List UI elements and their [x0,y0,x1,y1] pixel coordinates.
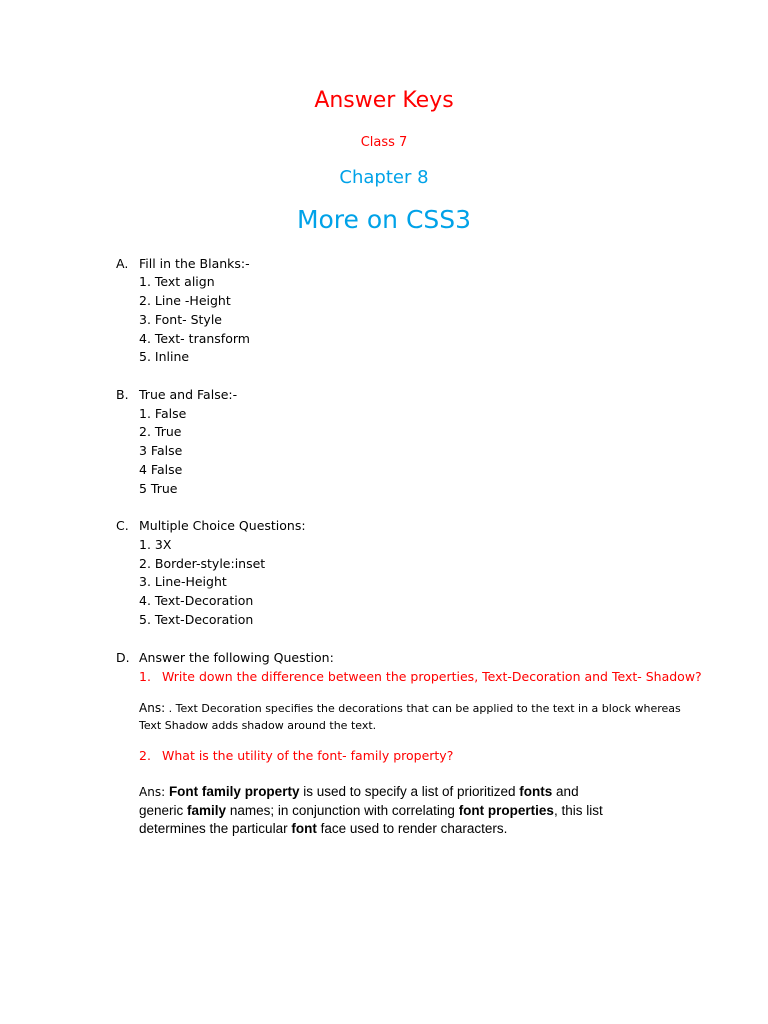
list-item: 3. Line-Height [139,574,227,589]
list-item: 5. Text-Decoration [139,612,254,627]
question-1-text: Write down the difference between the properties, Text-Decoration and Text- Shadow? [162,669,702,684]
chapter-title: Chapter 8 [339,167,429,188]
section-a-letter: A. [116,256,129,271]
list-item: 5. Inline [139,349,190,364]
answer-2-text-1: is used to specify a list of prioritized [299,784,520,799]
list-item: 4. Text-Decoration [139,593,254,608]
question-2-text: What is the utility of the font- family property? [162,748,454,763]
list-item: 2. Line -Height [139,293,231,308]
section-a-heading: Fill in the Blanks:- [139,256,250,271]
question-2 [139,748,453,763]
answer-2-text-7: face used to render characters. [316,821,508,836]
section-d-letter: D. [116,650,130,665]
question-1-number: 1. [139,669,151,684]
answer-1 [139,700,681,734]
list-item: 5 True [139,481,178,496]
answer-2-bold-2: fonts [519,784,553,799]
answer-1-label: Ans: [139,701,166,715]
answer-2-text-6: determines the particular [139,821,292,836]
list-item: 1. Text align [139,274,215,289]
list-item: 3. Font- Style [139,312,222,327]
page-title: Answer Keys [314,88,454,113]
section-d-heading: Answer the following Question: [139,650,334,665]
class-label: Class 7 [360,135,408,150]
answer-2 [139,783,603,839]
answer-2-bold-5: font [291,821,317,836]
answer-2-label: Ans: [139,785,169,799]
answer-1-line-2: Text Shadow adds shadow around the text. [139,719,377,732]
question-1 [139,669,702,684]
answer-2-text-3: generic [139,802,188,818]
list-item: 2. True [139,424,182,439]
list-item: 4 False [139,462,183,477]
answer-2-bold-1: Font family property [168,784,300,799]
answer-2-text-2: and [552,784,579,799]
section-b-letter: B. [116,387,129,402]
list-item: 1. 3X [139,537,172,552]
section-c-heading: Multiple Choice Questions: [139,518,306,533]
list-item: 2. Border-style:inset [139,556,266,571]
section-b-heading: True and False:- [139,387,238,402]
answer-2-bold-4: font properties [458,802,554,818]
question-2-number: 2. [139,748,151,763]
answer-2-bold-3: family [187,802,227,818]
list-item: 4. Text- transform [139,331,250,346]
answer-2-text-4: names; in conjunction with correlating [226,802,459,818]
section-c-letter: C. [116,518,129,533]
list-item: 1. False [139,406,187,421]
answer-1-line-1: . Text Decoration specifies the decorations that can be applied to the text in a block whereas [165,702,681,715]
list-item: 3 False [139,443,183,458]
topic-title: More on CSS3 [296,205,472,234]
answer-2-text-5: , this list [553,802,603,818]
